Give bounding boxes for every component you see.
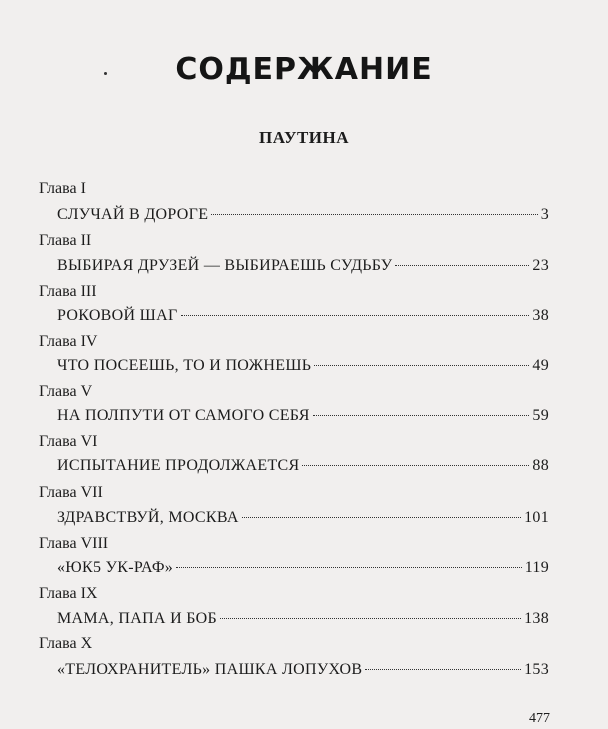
chapter-label: Глава X bbox=[39, 635, 93, 652]
chapter-label: Глава V bbox=[39, 383, 93, 400]
dot-leader bbox=[365, 669, 521, 670]
chapter-entry[interactable] bbox=[57, 559, 549, 577]
chapter-title: НА ПОЛПУТИ ОТ САМОГО СЕБЯ bbox=[57, 407, 310, 424]
dot-leader bbox=[181, 315, 530, 316]
chapter-page: 119 bbox=[524, 559, 549, 576]
section-title: ПАУТИНА bbox=[258, 128, 350, 147]
dot-leader bbox=[176, 567, 522, 568]
chapter-title: ЧТО ПОСЕЕШЬ, ТО И ПОЖНЕШЬ bbox=[57, 357, 312, 374]
chapter-title: РОКОВОЙ ШАГ bbox=[57, 307, 178, 324]
chapter-entry[interactable] bbox=[57, 509, 549, 527]
chapter-label: Глава I bbox=[39, 180, 86, 197]
chapter-title: ЗДРАВСТВУЙ, МОСКВА bbox=[57, 509, 239, 526]
chapter-entry[interactable] bbox=[57, 407, 549, 425]
chapter-entry[interactable] bbox=[57, 257, 549, 275]
dot-leader bbox=[211, 214, 537, 215]
chapter-label: Глава II bbox=[39, 232, 92, 249]
chapter-entry[interactable] bbox=[57, 206, 549, 224]
contents-heading: СОДЕРЖАНИЕ bbox=[175, 52, 433, 87]
dot-leader bbox=[314, 365, 529, 366]
dot-leader bbox=[395, 265, 529, 266]
chapter-label: Глава VI bbox=[39, 433, 98, 450]
chapter-label: Глава VIII bbox=[39, 535, 109, 552]
chapter-title: ИСПЫТАНИЕ ПРОДОЛЖАЕТСЯ bbox=[57, 457, 300, 474]
chapter-title: МАМА, ПАПА И БОБ bbox=[57, 610, 217, 627]
dot-leader bbox=[242, 517, 521, 518]
chapter-page: 101 bbox=[524, 509, 549, 526]
chapter-page: 49 bbox=[532, 357, 549, 374]
chapter-title: ВЫБИРАЯ ДРУЗЕЙ — ВЫБИРАЕШЬ СУДЬБУ bbox=[57, 257, 393, 274]
chapter-page: 138 bbox=[524, 610, 549, 627]
chapter-page: 23 bbox=[532, 257, 549, 274]
chapter-title: «ТЕЛОХРАНИТЕЛЬ» ПАШКА ЛОПУХОВ bbox=[57, 661, 363, 678]
dot-leader bbox=[220, 618, 521, 619]
chapter-label: Глава IX bbox=[39, 585, 98, 602]
dot-leader bbox=[302, 465, 529, 466]
chapter-title: «ЮК5 УК-РАФ» bbox=[57, 559, 174, 576]
chapter-entry[interactable] bbox=[57, 661, 549, 679]
chapter-page: 88 bbox=[532, 457, 549, 474]
page-number: 477 bbox=[529, 711, 550, 726]
chapter-entry[interactable] bbox=[57, 357, 549, 375]
chapter-entry[interactable] bbox=[57, 457, 549, 475]
chapter-label: Глава III bbox=[39, 283, 97, 300]
chapter-page: 3 bbox=[540, 206, 549, 223]
chapter-label: Глава IV bbox=[39, 333, 98, 350]
chapter-page: 59 bbox=[532, 407, 549, 424]
chapter-entry[interactable] bbox=[57, 610, 549, 628]
chapter-label: Глава VII bbox=[39, 484, 103, 501]
chapter-page: 38 bbox=[532, 307, 549, 324]
chapter-title: СЛУЧАЙ В ДОРОГЕ bbox=[57, 206, 209, 223]
chapter-entry[interactable] bbox=[57, 307, 549, 325]
dot-leader bbox=[313, 415, 530, 416]
chapter-page: 153 bbox=[524, 661, 549, 678]
